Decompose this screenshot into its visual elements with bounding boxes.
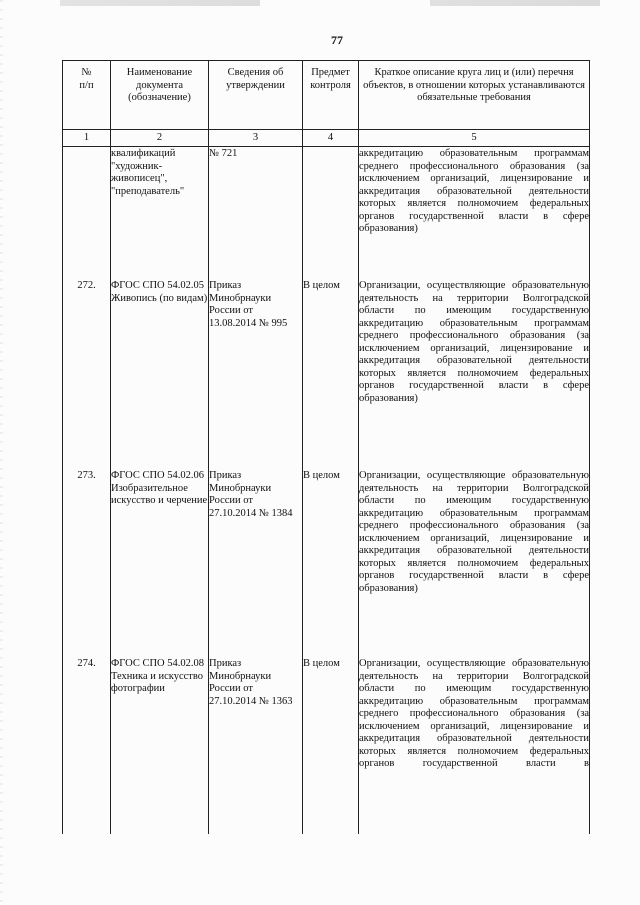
row-description: аккредитацию образовательным программам среднего профессионального образования (за исключением организаций, лицензирование и аккредитация образовательной деятельности которых является полномочием федеральных органов государственной власти в сфере образования) — [359, 147, 590, 277]
column-number: 5 — [359, 130, 590, 147]
header-subject: Предмет контроля — [303, 61, 359, 130]
row-name: ФГОС СПО 54.02.08 Техника и искусство фотографии — [111, 654, 209, 834]
column-number: 4 — [303, 130, 359, 147]
scan-artifact-left — [0, 0, 3, 905]
table-row — [63, 654, 590, 834]
row-name: ФГОС СПО 54.02.06 Изобразительное искусство и черчение — [111, 466, 209, 654]
row-num: 274. — [63, 654, 111, 834]
row-num — [63, 147, 111, 277]
column-number: 2 — [111, 130, 209, 147]
table-row — [63, 466, 590, 654]
row-name: ФГОС СПО 54.02.05 Живопись (по видам) — [111, 276, 209, 466]
row-approval: Приказ Минобрнауки России от 13.08.2014 № 995 — [209, 276, 303, 466]
row-description: Организации, осуществляющие образовательную деятельность на территории Волгоградской области по имеющим государственную аккредитацию образовательным программам среднего профессионального образования (за исключением организаций, лицензирование и аккредитация образовательной деятельности которых является полномочием федеральных органов государственной власти в сфере образования) — [359, 276, 590, 466]
row-subject — [303, 147, 359, 277]
column-number: 3 — [209, 130, 303, 147]
row-subject: В целом — [303, 466, 359, 654]
table-header-row — [63, 61, 590, 130]
page-number: 77 — [331, 33, 343, 47]
row-num: 273. — [63, 466, 111, 654]
header-num: № п/п — [63, 61, 111, 130]
row-name: квалификаций "художник-живописец", "преподаватель" — [111, 147, 209, 277]
row-approval: Приказ Минобрнауки России от 27.10.2014 № 1363 — [209, 654, 303, 834]
header-description: Краткое описание круга лиц и (или) перечня объектов, в отношении которых устанавливаются обязательные требования — [359, 61, 590, 130]
row-description: Организации, осуществляющие образовательную деятельность на территории Волгоградской области по имеющим государственную аккредитацию образовательным программам среднего профессионального образования (за исключением организаций, лицензирование и аккредитация образовательной деятельности которых является полномочием федеральных органов государственной власти в сфере образования) — [359, 466, 590, 654]
column-number-row — [63, 130, 590, 147]
table-row-continuation — [63, 147, 590, 277]
row-approval: № 721 — [209, 147, 303, 277]
table-row — [63, 276, 590, 466]
column-number: 1 — [63, 130, 111, 147]
row-approval: Приказ Минобрнауки России от 27.10.2014 № 1384 — [209, 466, 303, 654]
requirements-table — [62, 60, 590, 834]
row-subject: В целом — [303, 654, 359, 834]
scan-artifact-top — [0, 0, 640, 6]
row-description: Организации, осуществляющие образовательную деятельность на территории Волгоградской области по имеющим государственную аккредитацию образовательным программам среднего профессионального образования (за исключением организаций, лицензирование и аккредитация образовательной деятельности которых является полномочием федеральных органов государственной власти в — [359, 654, 590, 834]
header-name: Наименование документа (обозначение) — [111, 61, 209, 130]
row-num: 272. — [63, 276, 111, 466]
header-approval: Сведения об утверждении — [209, 61, 303, 130]
row-subject: В целом — [303, 276, 359, 466]
